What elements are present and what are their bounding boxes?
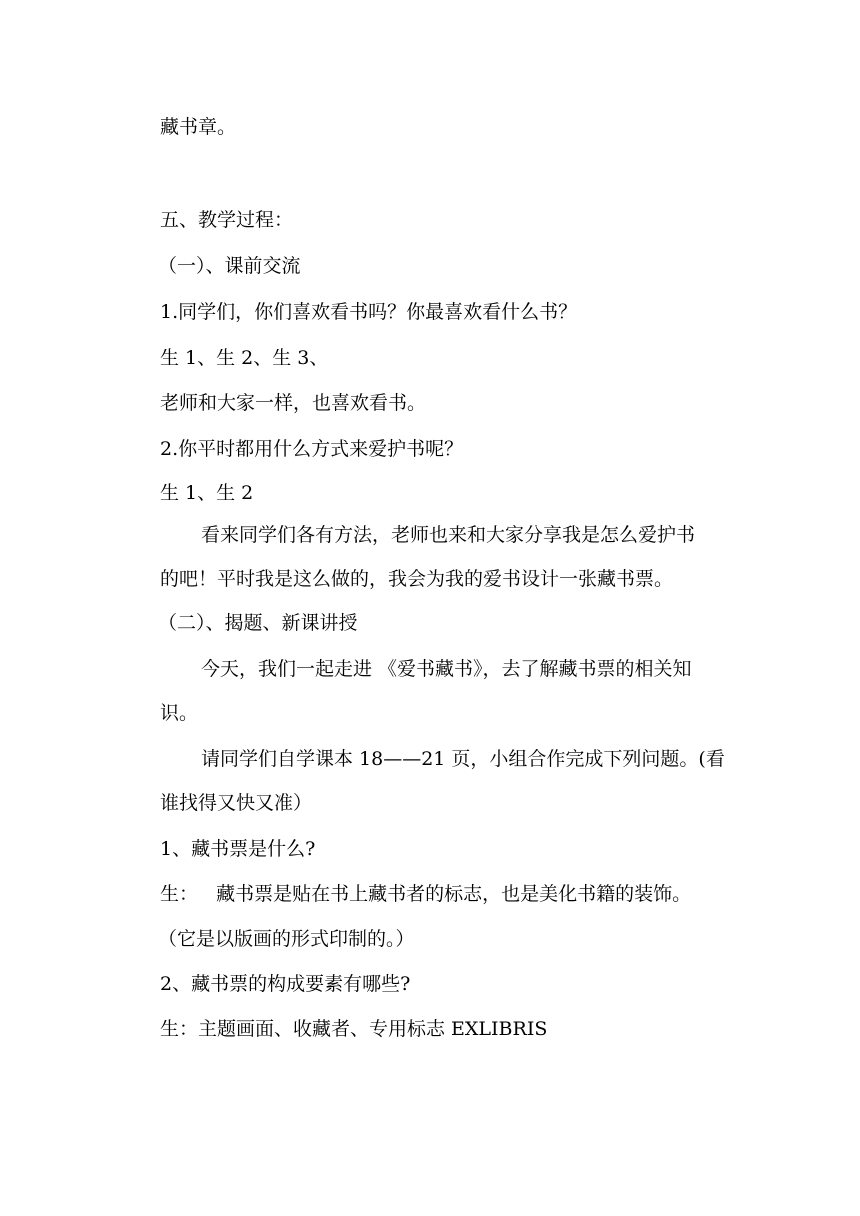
section-heading: 五、教学过程： [160, 209, 294, 231]
paragraph-line: 看来同学们各有方法，老师也来和大家分享我是怎么爱护书 [201, 524, 696, 546]
paragraph-line: 的吧！平时我是这么做的，我会为我的爱书设计一张藏书票。 [160, 568, 674, 590]
paragraph-line: 谁找得又快又准） [160, 792, 313, 814]
text-line: 2.你平时都用什么方式来爱护书呢？ [160, 438, 464, 460]
text-line: 老师和大家一样，也喜欢看书。 [160, 392, 427, 414]
paragraph-line: 请同学们自学课本 18——21 页，小组合作完成下列问题。(看 [201, 748, 725, 770]
question-line: 1、藏书票是什么? [160, 838, 316, 860]
answer-line: （它是以版画的形式印制的。） [158, 928, 415, 950]
paragraph-line: 今天，我们一起走进 《爱书藏书》，去了解藏书票的相关知 [201, 658, 692, 680]
text-line: 1.同学们，你们喜欢看书吗？你最喜欢看什么书？ [160, 301, 578, 323]
subsection-heading: （二）、揭题、新课讲授 [158, 612, 358, 634]
paragraph-line: 识。 [160, 702, 199, 724]
subsection-heading: （一）、课前交流 [158, 255, 301, 277]
text-line: 生 1、生 2、生 3、 [160, 347, 329, 369]
text-line: 藏书章。 [160, 116, 237, 138]
answer-line: 生：主题画面、收藏者、专用标志 EXLIBRIS [160, 1018, 548, 1040]
answer-line: 生： 藏书票是贴在书上藏书者的标志，也是美化书籍的装饰。 [160, 883, 692, 905]
question-line: 2、藏书票的构成要素有哪些? [160, 973, 411, 995]
text-line: 生 1、生 2 [160, 482, 254, 504]
